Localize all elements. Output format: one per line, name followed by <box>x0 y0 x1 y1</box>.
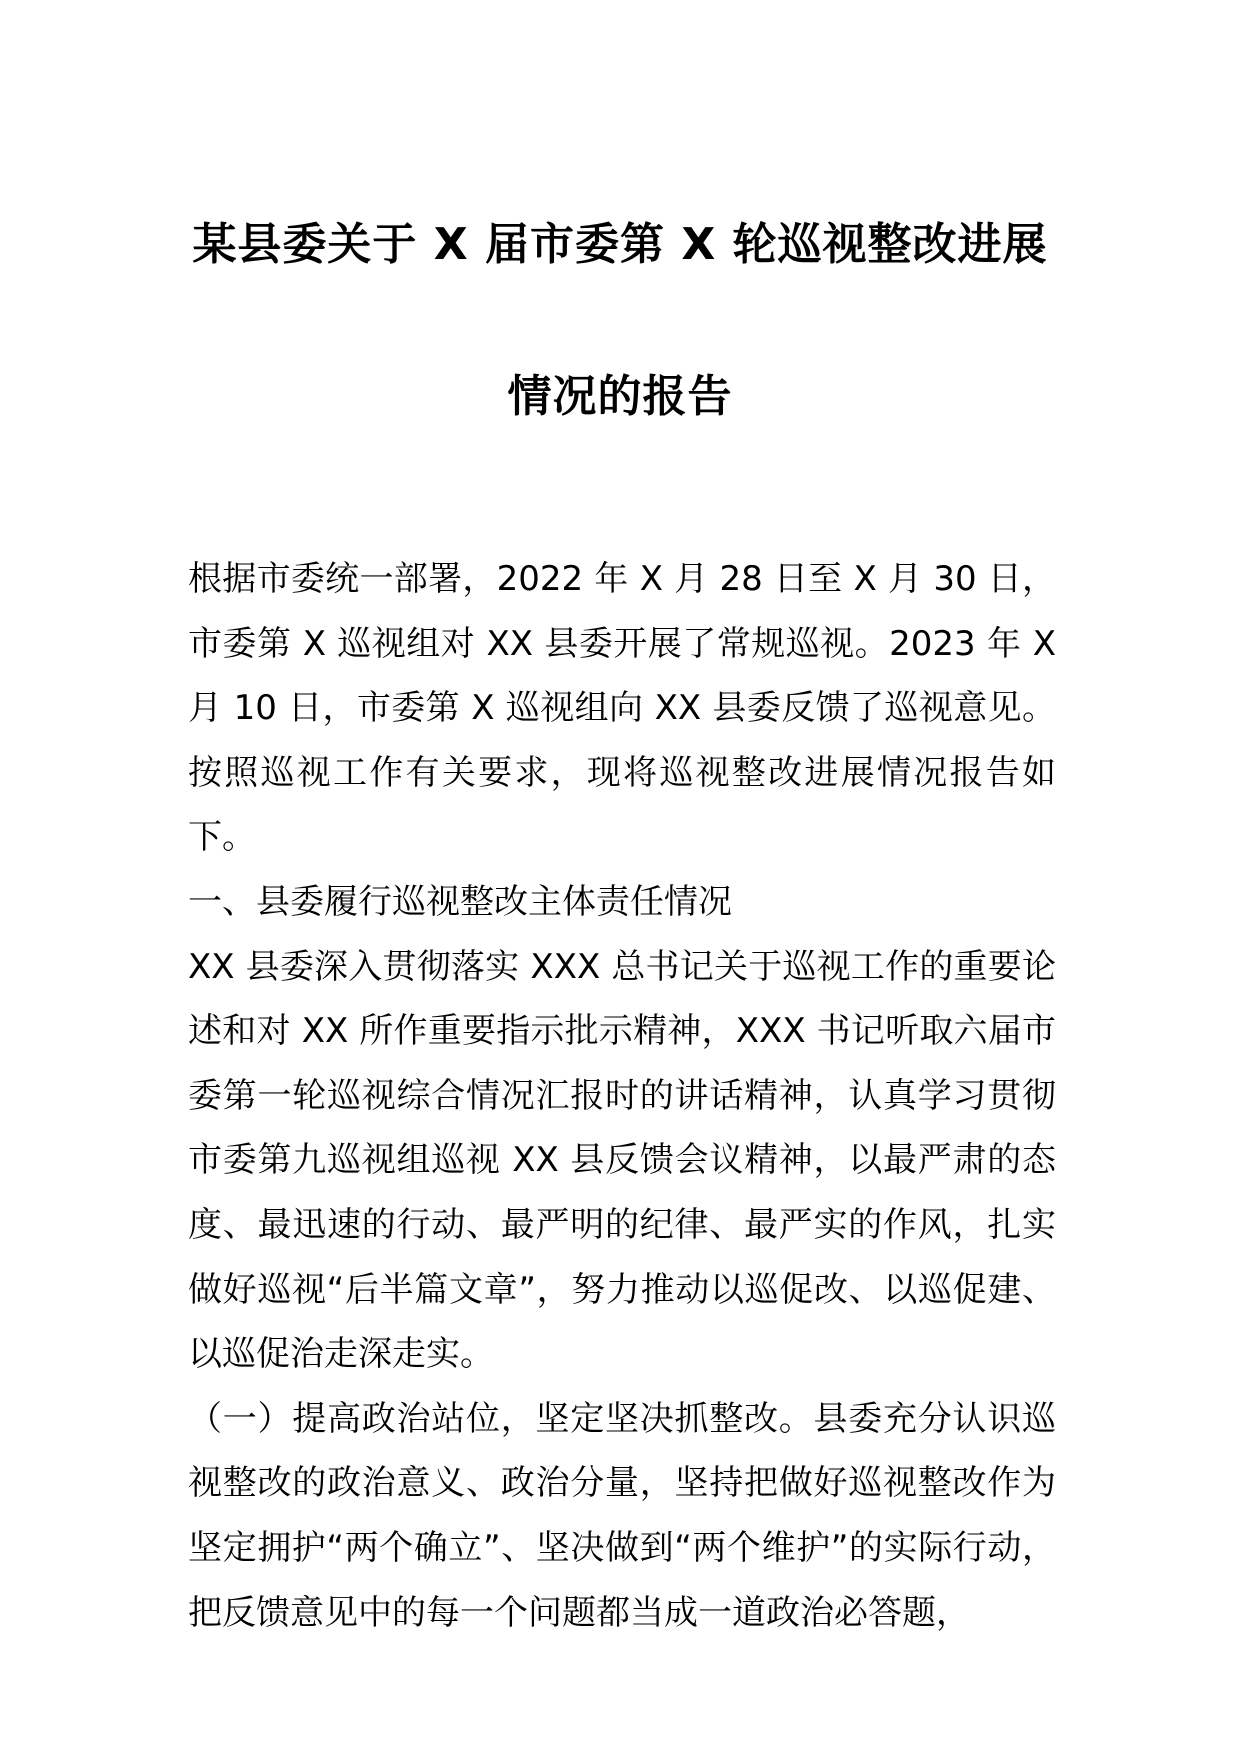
section-paragraph: XX 县委深入贯彻落实 XXX 总书记关于巡视工作的重要论述和对 XX 所作重要指示批示精神，XXX 书记听取六届市委第一轮巡视综合情况汇报时的讲话精神，认真学习贯彻市委第九巡视组巡视 XX 县反馈会议精神，以最严肃的态度、最迅速的行动、最严明的纪律、最严实的作风，扎实做好巡视“后半篇文章”，努力推动以巡促改、以巡促建、以巡促治走深走实。 <box>188 946 1056 1375</box>
document-body <box>188 547 1056 1645</box>
section-heading: 一、县委履行巡视整改主体责任情况 <box>188 881 732 922</box>
document-title-line-2: 情况的报告 <box>507 371 733 422</box>
document-title-line-1: 某县委关于 X 届市委第 X 轮巡视整改进展 <box>192 219 1048 270</box>
intro-paragraph: 根据市委统一部署，2022 年 X 月 28 日至 X 月 30 日，市委第 X 巡视组对 XX 县委开展了常规巡视。2023 年 X 月 10 日，市委第 X 巡视组向 XX 县委反馈了巡视意见。按照巡视工作有关要求，现将巡视整改进展情况报告如下。 <box>188 559 1056 858</box>
subsection-paragraph: （一）提高政治站位，坚定坚决抓整改。县委充分认识巡视整改的政治意义、政治分量，坚持把做好巡视整改作为坚定拥护“两个确立”、坚决做到“两个维护”的实际行动，把反馈意见中的每一个问题都当成一道政治必答题， <box>188 1398 1056 1633</box>
